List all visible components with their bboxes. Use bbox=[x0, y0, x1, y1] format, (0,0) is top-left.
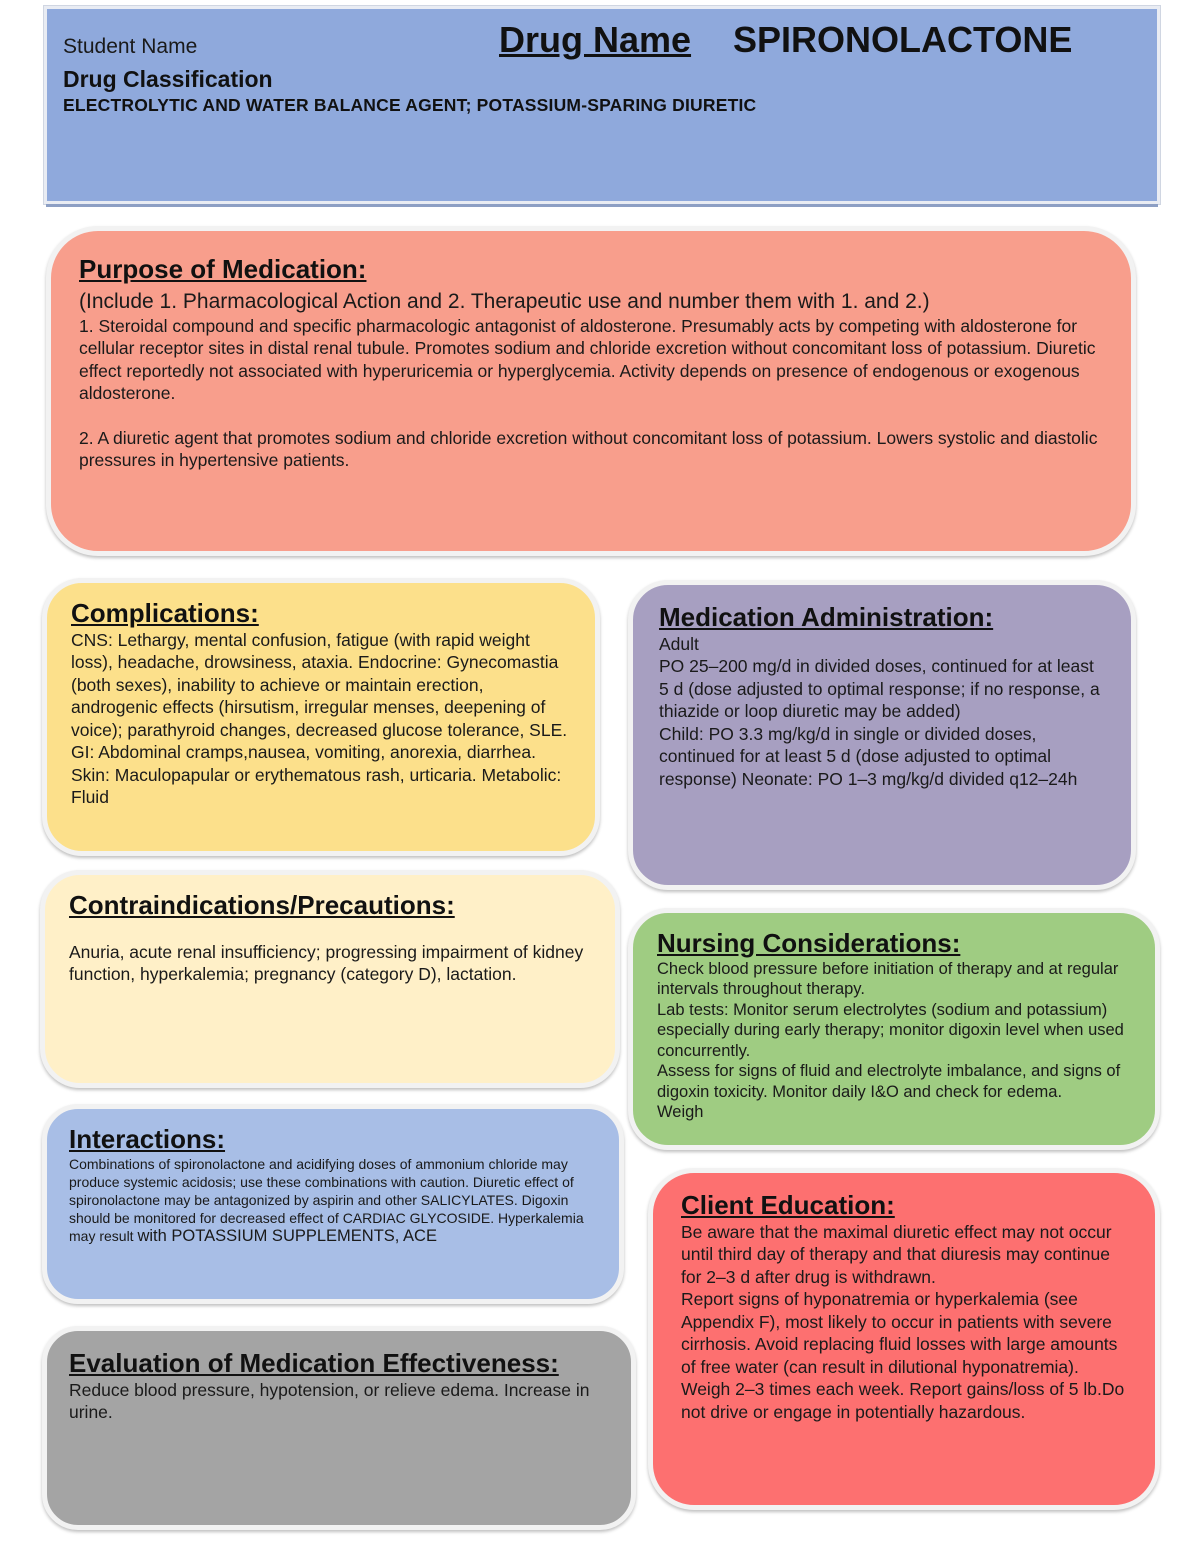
header-banner bbox=[44, 6, 1160, 204]
nursing-card bbox=[628, 908, 1160, 1150]
contraindications-text: Anuria, acute renal insufficiency; progressing impairment of kidney function, hyperkalemia; pregnancy (category D), lactation. bbox=[69, 941, 584, 985]
nursing-title: Nursing Considerations: bbox=[657, 928, 961, 958]
administration-line-adult: Adult bbox=[659, 633, 699, 654]
administration-title: Medication Administration: bbox=[659, 602, 994, 632]
drug-name-value: SPIRONOLACTONE bbox=[733, 19, 1073, 60]
interactions-text: Combinations of spironolactone and acidifying doses of ammonium chloride may produce systemic acidosis; use these combinations with caution. Diuretic effect of spironolactone may be antagonized by aspirin and other SALICYLATES. Digoxin should be monitored for decreased effect of CARDIAC GLYCOSIDE. Hyperkalemia may result bbox=[69, 1155, 584, 1244]
client-education-title: Client Education: bbox=[681, 1190, 895, 1220]
administration-line-child: Child: PO 3.3 mg/kg/d in single or divided doses, continued for at least 5 d (dose adjusted to optimal response) Neonate: PO 1–3 mg/kg/d divided q12–24h bbox=[659, 723, 1078, 789]
administration-card bbox=[628, 580, 1136, 890]
drug-name-label: Drug Name bbox=[499, 19, 692, 60]
client-education-line-1: Be aware that the maximal diuretic effect may not occur until third day of therapy and that diuresis may continue for 2–3 d after drug is withdrawn. bbox=[681, 1221, 1112, 1287]
contraindications-title: Contraindications/Precautions: bbox=[69, 890, 455, 920]
evaluation-text: Reduce blood pressure, hypotension, or relieve edema. Increase in urine. bbox=[69, 1379, 590, 1423]
nursing-line-4: Weigh bbox=[657, 1103, 704, 1122]
complications-title: Complications: bbox=[71, 598, 259, 628]
client-education-line-2: Report signs of hyponatremia or hyperkalemia (see Appendix F), most likely to occur in patients with severe cirrhosis. Avoid replacing fluid losses with large amounts of free water (can result in dilutional hyponatremia). bbox=[681, 1289, 1118, 1377]
evaluation-title: Evaluation of Medication Effectiveness: bbox=[69, 1348, 559, 1378]
drug-classification-value: ELECTROLYTIC AND WATER BALANCE AGENT; POTASSIUM-SPARING DIURETIC bbox=[63, 95, 757, 115]
purpose-item-1: 1. Steroidal compound and specific pharmacologic antagonist of aldosterone. Presumably acts by competing with aldosterone for cellular receptor sites in distal renal tubule. Promotes sodium and chloride excretion without concomitant loss of potassium. Diuretic effect reportedly not associated with hyperuricemia or hyperglycemia. Activity depends on presence of endogenous or exogenous aldosterone. bbox=[79, 315, 1096, 404]
evaluation-card bbox=[42, 1326, 636, 1530]
contraindications-card bbox=[40, 870, 620, 1088]
interactions-text-end: with POTASSIUM SUPPLEMENTS, ACE bbox=[137, 1226, 437, 1245]
client-education-card bbox=[648, 1168, 1160, 1510]
drug-classification-label: Drug Classification bbox=[63, 66, 273, 92]
nursing-line-1: Check blood pressure before initiation of therapy and at regular intervals throughout therapy. bbox=[657, 959, 1119, 999]
complications-card bbox=[42, 578, 600, 856]
purpose-intro: (Include 1. Pharmacological Action and 2. Therapeutic use and number them with 1. and 2.) bbox=[79, 289, 930, 313]
complications-text: CNS: Lethargy, mental confusion, fatigue (with rapid weight loss), headache, drowsiness, ataxia. Endocrine: Gynecomastia (both sexes), inability to achieve or maintain erection, androgenic effects (hirsutism, irregular menses, deepening of voice); parathyroid changes, decreased glucose tolerance, SLE. GI: Abdominal cramps,nausea, vomiting, anorexia, diarrhea. Skin: Maculopapular or erythematous rash, urticaria. Metabolic: Fluid bbox=[71, 629, 568, 808]
purpose-card bbox=[46, 226, 1136, 556]
interactions-title: Interactions: bbox=[69, 1124, 226, 1154]
student-name-label: Student Name bbox=[63, 35, 198, 58]
administration-line-adult-dose: PO 25–200 mg/d in divided doses, continued for at least 5 d (dose adjusted to optimal response; if no response, a thiazide or loop diuretic may be added) bbox=[659, 656, 1100, 722]
client-education-line-3: Weigh 2–3 times each week. Report gains/loss of 5 lb.Do not drive or engage in potentially hazardous. bbox=[681, 1379, 1125, 1422]
nursing-line-3: Assess for signs of fluid and electrolyte imbalance, and signs of digoxin toxicity. Monitor daily I&O and check for edema. bbox=[657, 1062, 1121, 1101]
purpose-title: Purpose of Medication: bbox=[79, 254, 367, 284]
interactions-card bbox=[42, 1104, 624, 1304]
header-divider bbox=[46, 204, 1158, 207]
nursing-line-2: Lab tests: Monitor serum electrolytes (sodium and potassium) especially during early therapy; monitor digoxin level when used concurrently. bbox=[657, 1000, 1124, 1060]
purpose-item-2: 2. A diuretic agent that promotes sodium and chloride excretion without concomitant loss of potassium. Lowers systolic and diastolic pressures in hypertensive patients. bbox=[79, 427, 1098, 471]
